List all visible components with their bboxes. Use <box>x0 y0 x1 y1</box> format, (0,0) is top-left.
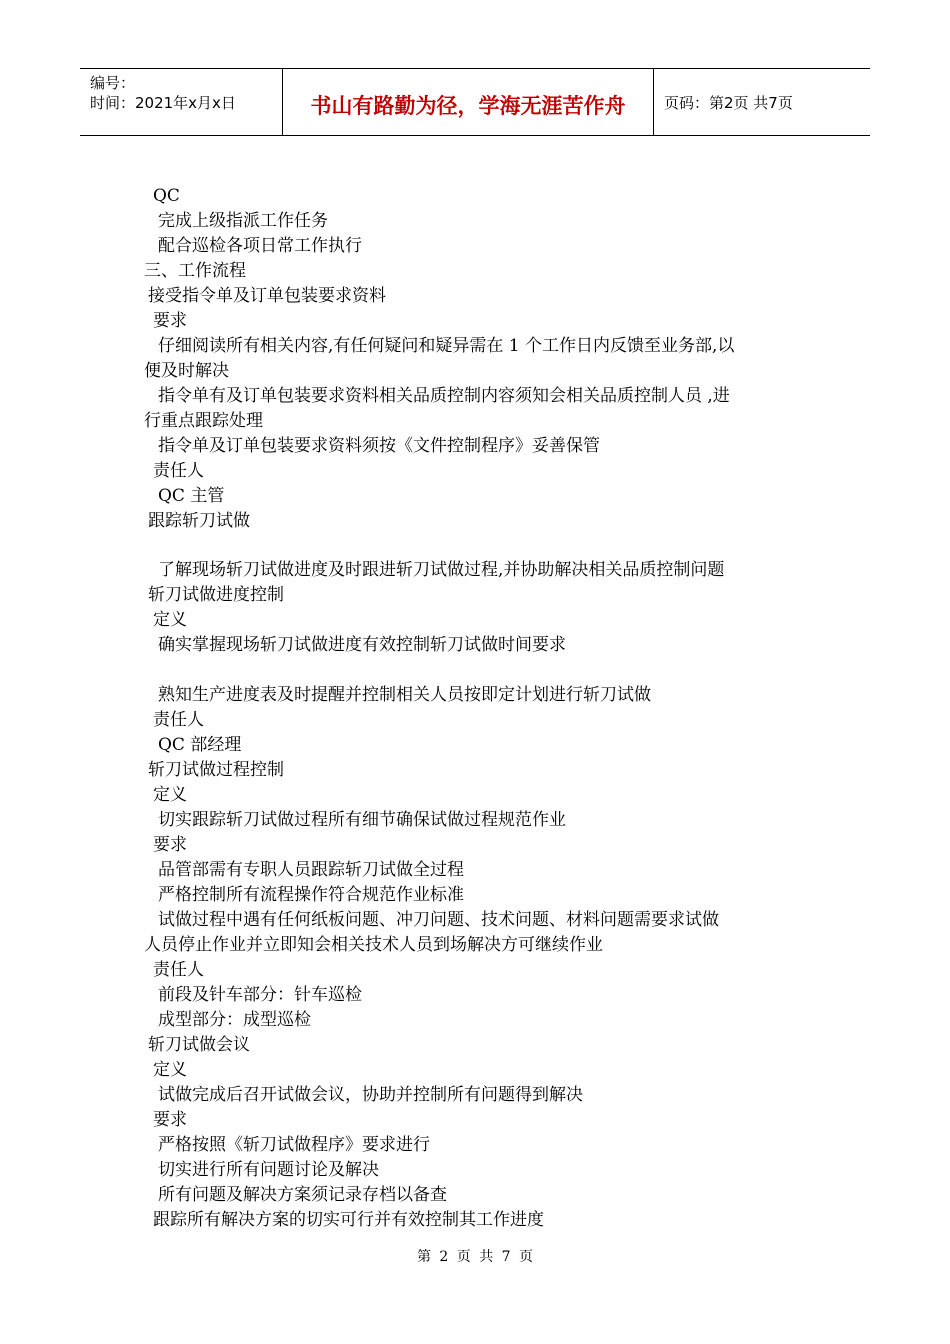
text-line: 接受指令单及订单包装要求资料 <box>148 286 386 306</box>
text-line: 指令单及订单包装要求资料须按《文件控制程序》妥善保管 <box>158 436 600 456</box>
text-line: 试做完成后召开试做会议，协助并控制所有问题得到解决 <box>158 1085 583 1105</box>
text-line: 责任人 <box>153 461 204 481</box>
text-line: 责任人 <box>153 960 204 980</box>
section-heading: 三、工作流程 <box>144 261 246 281</box>
text-line: 配合巡检各项日常工作执行 <box>158 236 362 256</box>
text-line: 人员停止作业并立即知会相关技术人员到场解决方可继续作业 <box>144 935 603 955</box>
text-line: QC <box>153 186 180 206</box>
text-line: 定义 <box>153 1060 187 1080</box>
text-line: 切实进行所有问题讨论及解决 <box>158 1160 379 1180</box>
text-line: 定义 <box>153 785 187 805</box>
text-line: 行重点跟踪处理 <box>144 411 263 431</box>
text-line: 跟踪斩刀试做 <box>148 511 250 531</box>
text-line: 前段及针车部分：针车巡检 <box>158 985 362 1005</box>
text-line: 斩刀试做过程控制 <box>148 760 284 780</box>
text-line: 完成上级指派工作任务 <box>158 211 328 231</box>
text-line: 所有问题及解决方案须记录存档以备查 <box>158 1185 447 1205</box>
page-footer: 第 2 页 共 7 页 <box>416 1249 534 1265</box>
document-date: 时间：2021年x月x日 <box>90 94 236 112</box>
text-line: 切实跟踪斩刀试做过程所有细节确保试做过程规范作业 <box>158 810 566 830</box>
text-line: 定义 <box>153 610 187 630</box>
text-line: 斩刀试做会议 <box>148 1035 250 1055</box>
text-line: 了解现场斩刀试做进度及时跟进斩刀试做过程,并协助解决相关品质控制问题 <box>158 560 725 580</box>
text-line: 确实掌握现场斩刀试做进度有效控制斩刀试做时间要求 <box>158 635 566 655</box>
text-line: 责任人 <box>153 710 204 730</box>
text-line: 严格按照《斩刀试做程序》要求进行 <box>158 1135 430 1155</box>
text-line: 要求 <box>153 1110 187 1130</box>
text-line: 跟踪所有解决方案的切实可行并有效控制其工作进度 <box>153 1210 544 1230</box>
text-line: 试做过程中遇有任何纸板问题、冲刀问题、技术问题、材料问题需要求试做 <box>158 910 719 930</box>
text-line: 成型部分：成型巡检 <box>158 1010 311 1030</box>
text-line: 便及时解决 <box>144 361 229 381</box>
text-line: 指令单有及订单包装要求资料相关品质控制内容须知会相关品质控制人员 ,进 <box>158 386 730 406</box>
text-line: 严格控制所有流程操作符合规范作业标准 <box>158 885 464 905</box>
header-meta <box>80 69 282 135</box>
text-line: 仔细阅读所有相关内容,有任何疑问和疑异需在 1 个工作日内反馈至业务部,以 <box>158 336 735 356</box>
text-line: 品管部需有专职人员跟踪斩刀试做全过程 <box>158 860 464 880</box>
text-line: QC 主管 <box>158 486 225 506</box>
text-line: 斩刀试做进度控制 <box>148 585 284 605</box>
text-line: 熟知生产进度表及时提醒并控制相关人员按即定计划进行斩刀试做 <box>158 685 651 705</box>
header-motto: 书山有路勤为径，学海无涯苦作舟 <box>282 69 654 135</box>
document-number-label: 编号： <box>90 74 136 92</box>
header-page-info: 页码：第2页 共7页 <box>664 93 793 112</box>
page-header <box>80 68 870 136</box>
text-line: 要求 <box>153 311 187 331</box>
text-line: 要求 <box>153 835 187 855</box>
text-line: QC 部经理 <box>158 735 242 755</box>
